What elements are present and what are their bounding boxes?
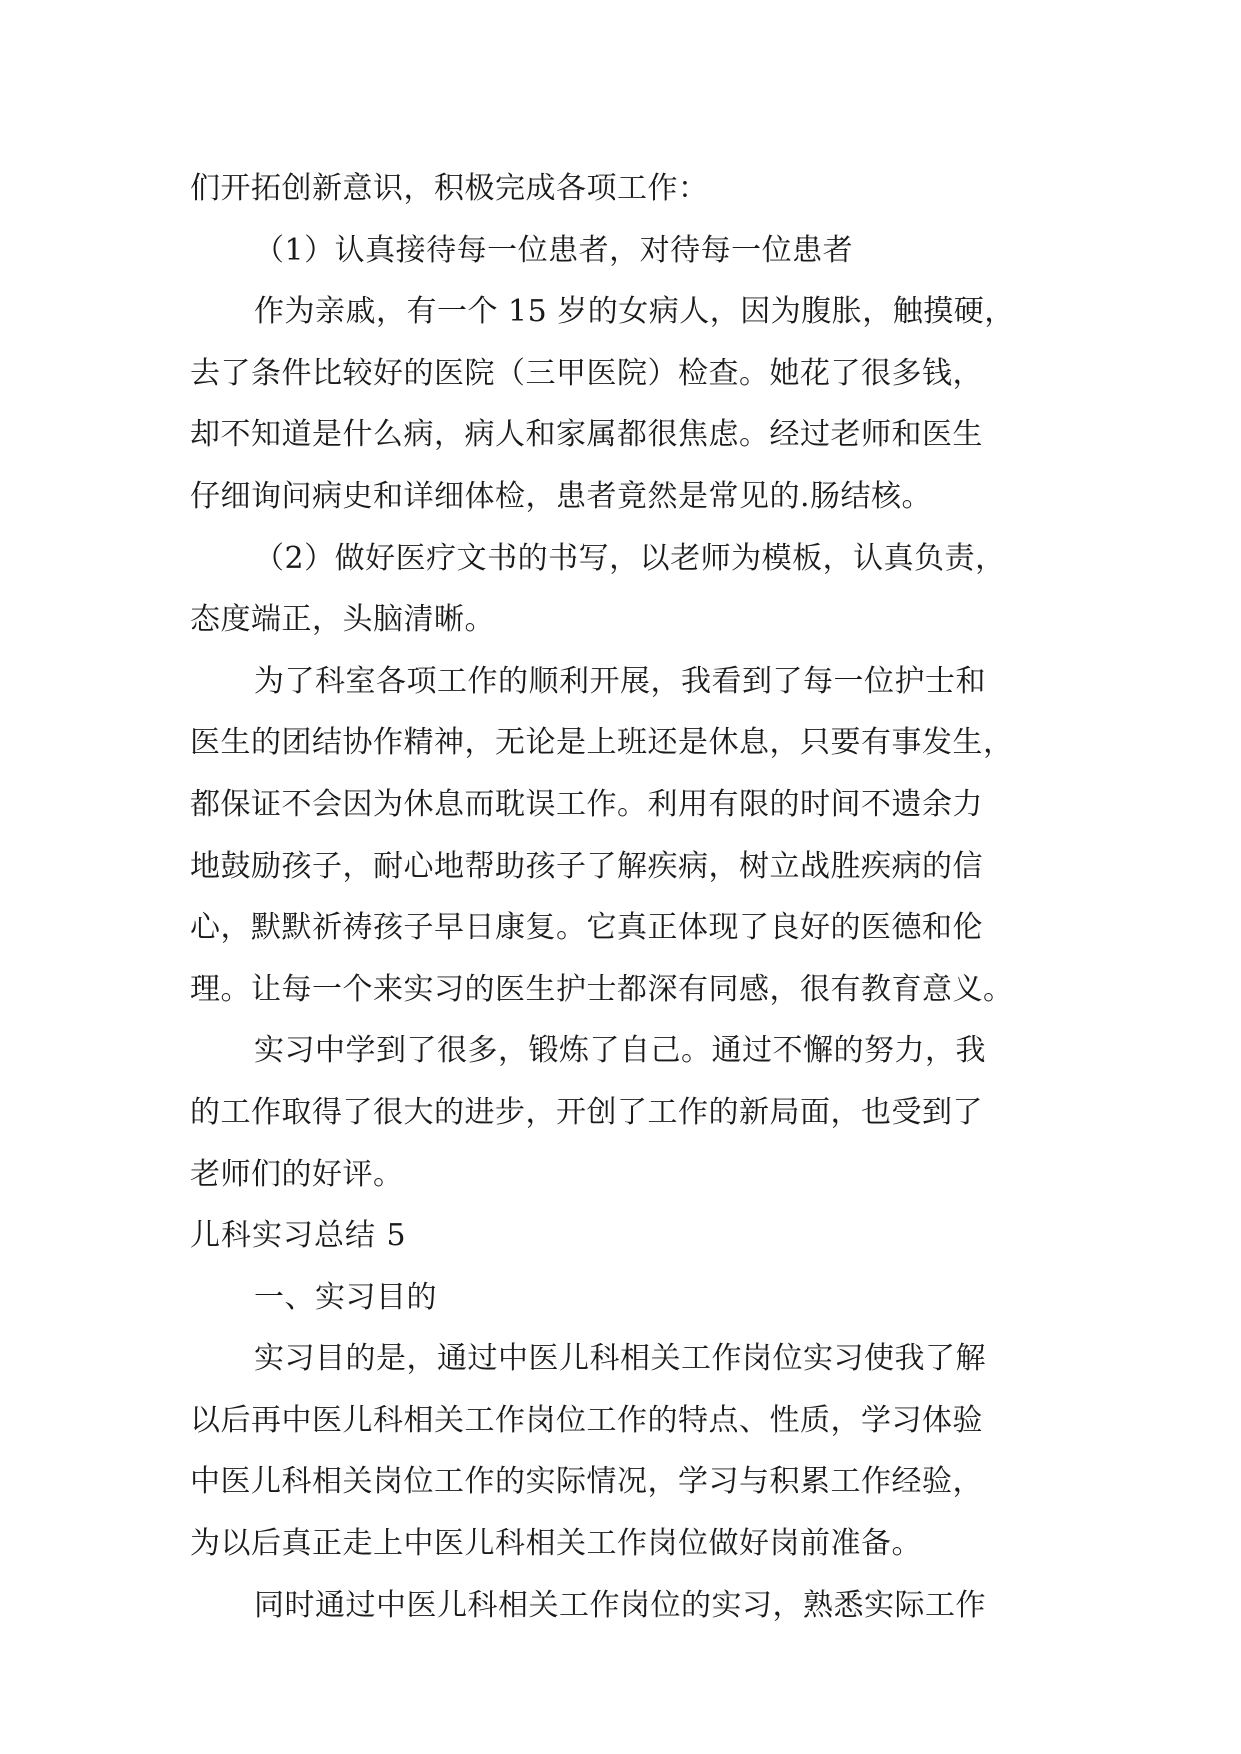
document-body: [190, 158, 1070, 1636]
paragraph-line: 作为亲戚，有一个 15 岁的女病人，因为腹胀，触摸硬，: [254, 294, 1015, 330]
paragraph-line: 却不知道是什么病，病人和家属都很焦虑。经过老师和医生: [190, 417, 983, 453]
paragraph-line: 为了科室各项工作的顺利开展，我看到了每一位护士和: [254, 663, 986, 699]
paragraph-line: 同时通过中医儿科相关工作岗位的实习，熟悉实际工作: [254, 1587, 986, 1623]
paragraph-line: 的工作取得了很大的进步，开创了工作的新局面，也受到了: [190, 1094, 983, 1130]
subsection-heading: 一、实习目的: [254, 1279, 437, 1315]
paragraph-line: 态度端正，头脑清晰。: [190, 602, 495, 638]
paragraph-line: 为以后真正走上中医儿科相关工作岗位做好岗前准备。: [190, 1526, 922, 1562]
paragraph-line: 心，默默祈祷孩子早日康复。它真正体现了良好的医德和伦: [190, 910, 983, 946]
paragraph-line: 实习目的是，通过中医儿科相关工作岗位实习使我了解: [254, 1341, 986, 1377]
paragraph-line: 实习中学到了很多，锻炼了自己。通过不懈的努力，我: [254, 1033, 986, 1069]
list-item-heading: （1）认真接待每一位患者，对待每一位患者: [254, 232, 854, 268]
paragraph-line: 仔细询问病史和详细体检，患者竟然是常见的.肠结核。: [190, 478, 933, 514]
paragraph-line: 去了条件比较好的医院（三甲医院）检查。她花了很多钱，: [190, 355, 983, 391]
paragraph-line: 医生的团结协作精神，无论是上班还是休息，只要有事发生，: [190, 725, 1014, 761]
paragraph-line: 老师们的好评。: [190, 1156, 404, 1192]
paragraph-line: 地鼓励孩子，耐心地帮助孩子了解疾病，树立战胜疾病的信: [190, 848, 983, 884]
paragraph-line: 以后再中医儿科相关工作岗位工作的特点、性质，学习体验: [190, 1402, 983, 1438]
section-title: 儿科实习总结 5: [190, 1218, 407, 1254]
paragraph-line: 中医儿科相关岗位工作的实际情况，学习与积累工作经验，: [190, 1464, 983, 1500]
paragraph-line: 理。让每一个来实习的医生护士都深有同感，很有教育意义。: [190, 971, 1014, 1007]
paragraph-line: 们开拓创新意识，积极完成各项工作：: [190, 171, 709, 206]
paragraph-line: 都保证不会因为休息而耽误工作。利用有限的时间不遗余力: [190, 786, 983, 822]
list-item-heading: （2）做好医疗文书的书写，以老师为模板，认真负责，: [254, 540, 1006, 576]
